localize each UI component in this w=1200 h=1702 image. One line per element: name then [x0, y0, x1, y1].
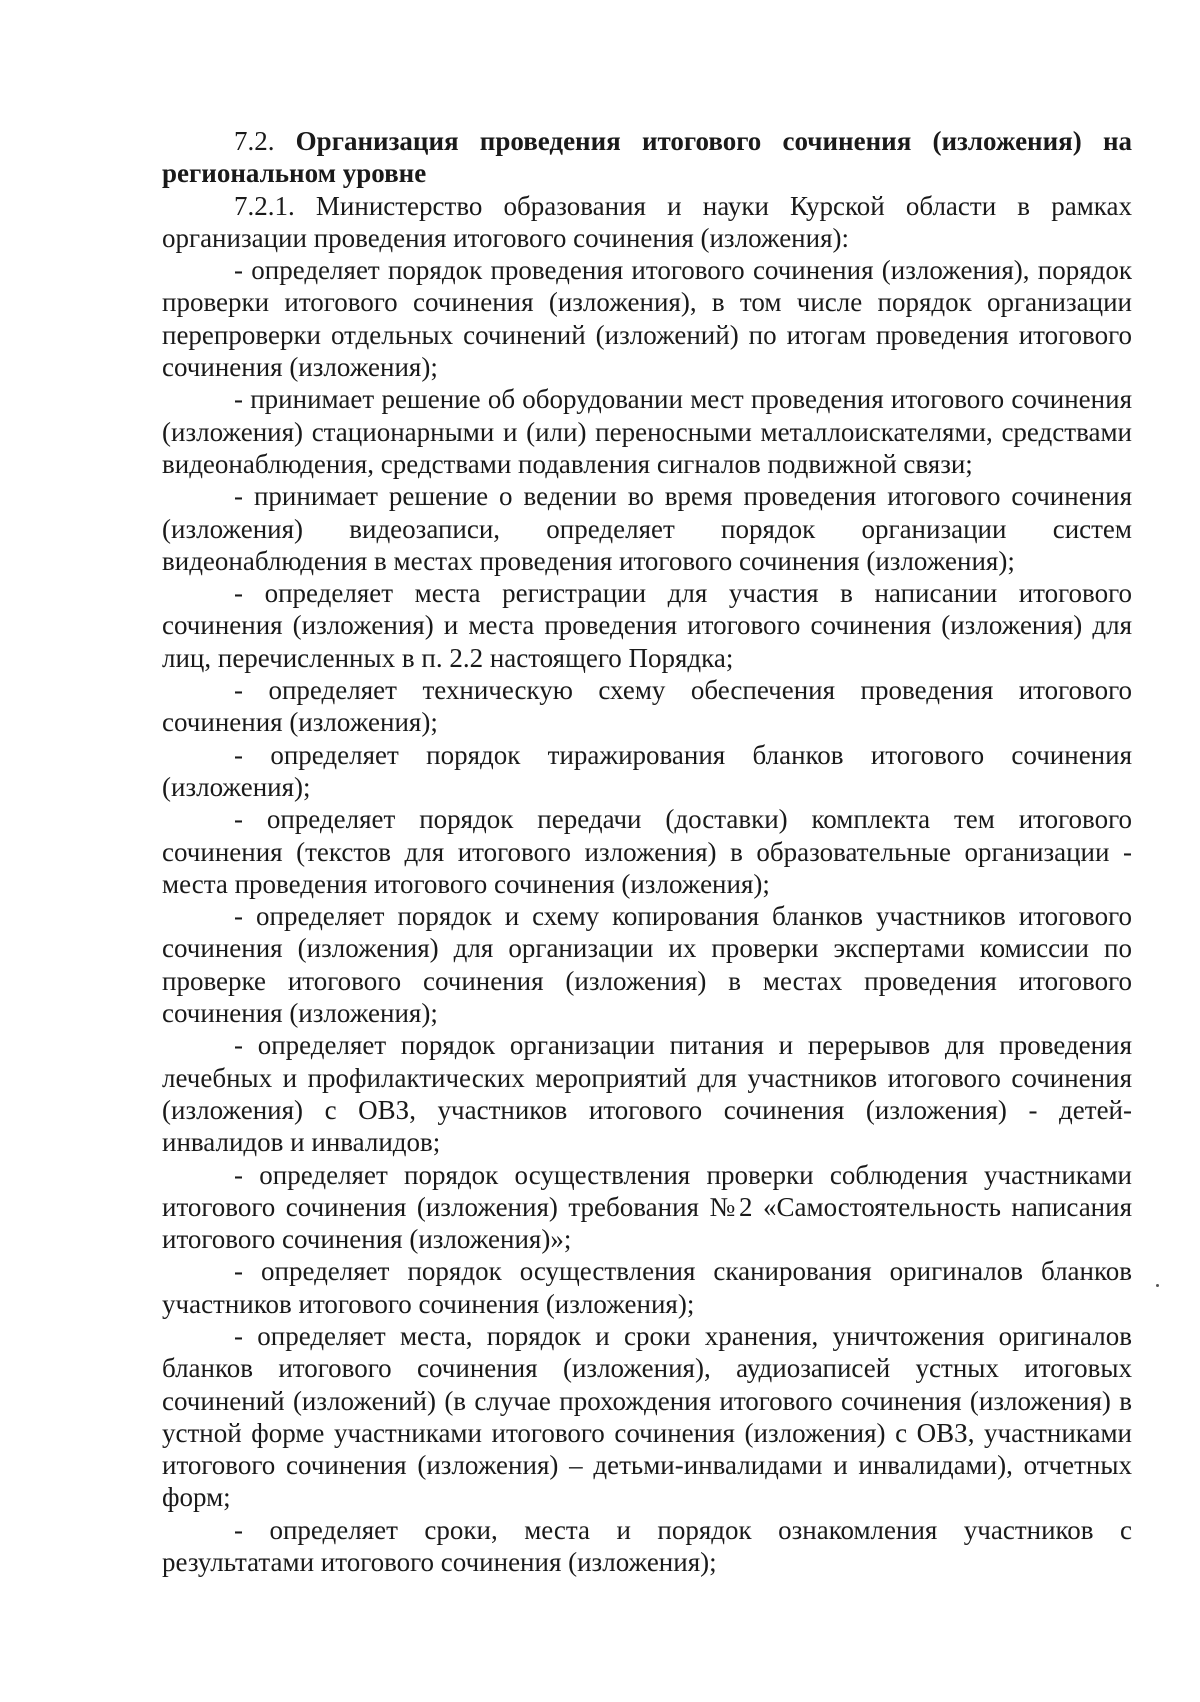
list-item: - определяет порядок тиражирования бланков итогового сочинения (изложения);: [162, 739, 1132, 802]
list-item: - определяет порядок организации питания и перерывов для проведения лечебных и профилактических мероприятий для участников итогового сочинения (изложения) с ОВЗ, участников итогового сочинения (изложения) - детей-инвалидов и инвалидов;: [162, 1030, 1132, 1158]
list-item: - определяет порядок проведения итогового сочинения (изложения), порядок проверки итогового сочинения (изложения), в том числе порядок организации перепроверки отдельных сочинений (изложений) по итогам проведения итогового сочинения (изложения);: [162, 255, 1132, 383]
list-item: - определяет места регистрации для участия в написании итогового сочинения (изложения) и места проведения итогового сочинения (изложения) для лиц, перечисленных в п. 2.2 настоящего Порядка;: [162, 578, 1132, 673]
list-item: - определяет порядок передачи (доставки) комплекта тем итогового сочинения (текстов для итогового изложения) в образовательные организации - места проведения итогового сочинения (изложения);: [162, 804, 1132, 899]
section-title: Организация проведения итогового сочинения (изложения) на региональном уровне: [162, 126, 1132, 189]
list-item: - определяет сроки, места и порядок ознакомления участников с результатами итогового сочинения (изложения);: [162, 1514, 1132, 1578]
list-item: - определяет техническую схему обеспечения проведения итогового сочинения (изложения);: [162, 675, 1132, 738]
scan-speck: [1156, 1284, 1159, 1287]
list-item: - определяет порядок осуществления проверки соблюдения участниками итогового сочинения (изложения) требования №2 «Самостоятельность написания итогового сочинения (изложения)»;: [162, 1159, 1132, 1255]
section-heading: [162, 125, 1132, 190]
list-item: - принимает решение о ведении во время проведения итогового сочинения (изложения) видеозаписи, определяет порядок организации систем видеонаблюдения в местах проведения итогового сочинения (изложения);: [162, 481, 1132, 576]
list-item: - принимает решение об оборудовании мест проведения итогового сочинения (изложения) стационарными и (или) переносными металлоискателями, средствами видеонаблюдения, средствами подавления сигналов подвижной связи;: [162, 384, 1132, 479]
section-number: 7.2.: [234, 126, 275, 156]
list-item: - определяет места, порядок и сроки хранения, уничтожения оригиналов бланков итогового сочинения (изложения), аудиозаписей устных итоговых сочинений (изложений) (в случае прохождения итогового сочинения (изложения) в устной форме участниками итогового сочинения (изложения) с ОВЗ, участниками итогового сочинения (изложения) – детьми-инвалидами и инвалидами), отчетных форм;: [162, 1320, 1132, 1513]
document-body: [162, 125, 1132, 1578]
list-item: - определяет порядок осуществления сканирования оригиналов бланков участников итогового сочинения (изложения);: [162, 1256, 1132, 1319]
intro-paragraph: 7.2.1. Министерство образования и науки Курской области в рамках организации проведения итогового сочинения (изложения):: [162, 190, 1132, 253]
list-item: - определяет порядок и схему копирования бланков участников итогового сочинения (изложения) для организации их проверки экспертами комиссии по проверке итогового сочинения (изложения) в местах проведения итогового сочинения (изложения);: [162, 901, 1132, 1029]
